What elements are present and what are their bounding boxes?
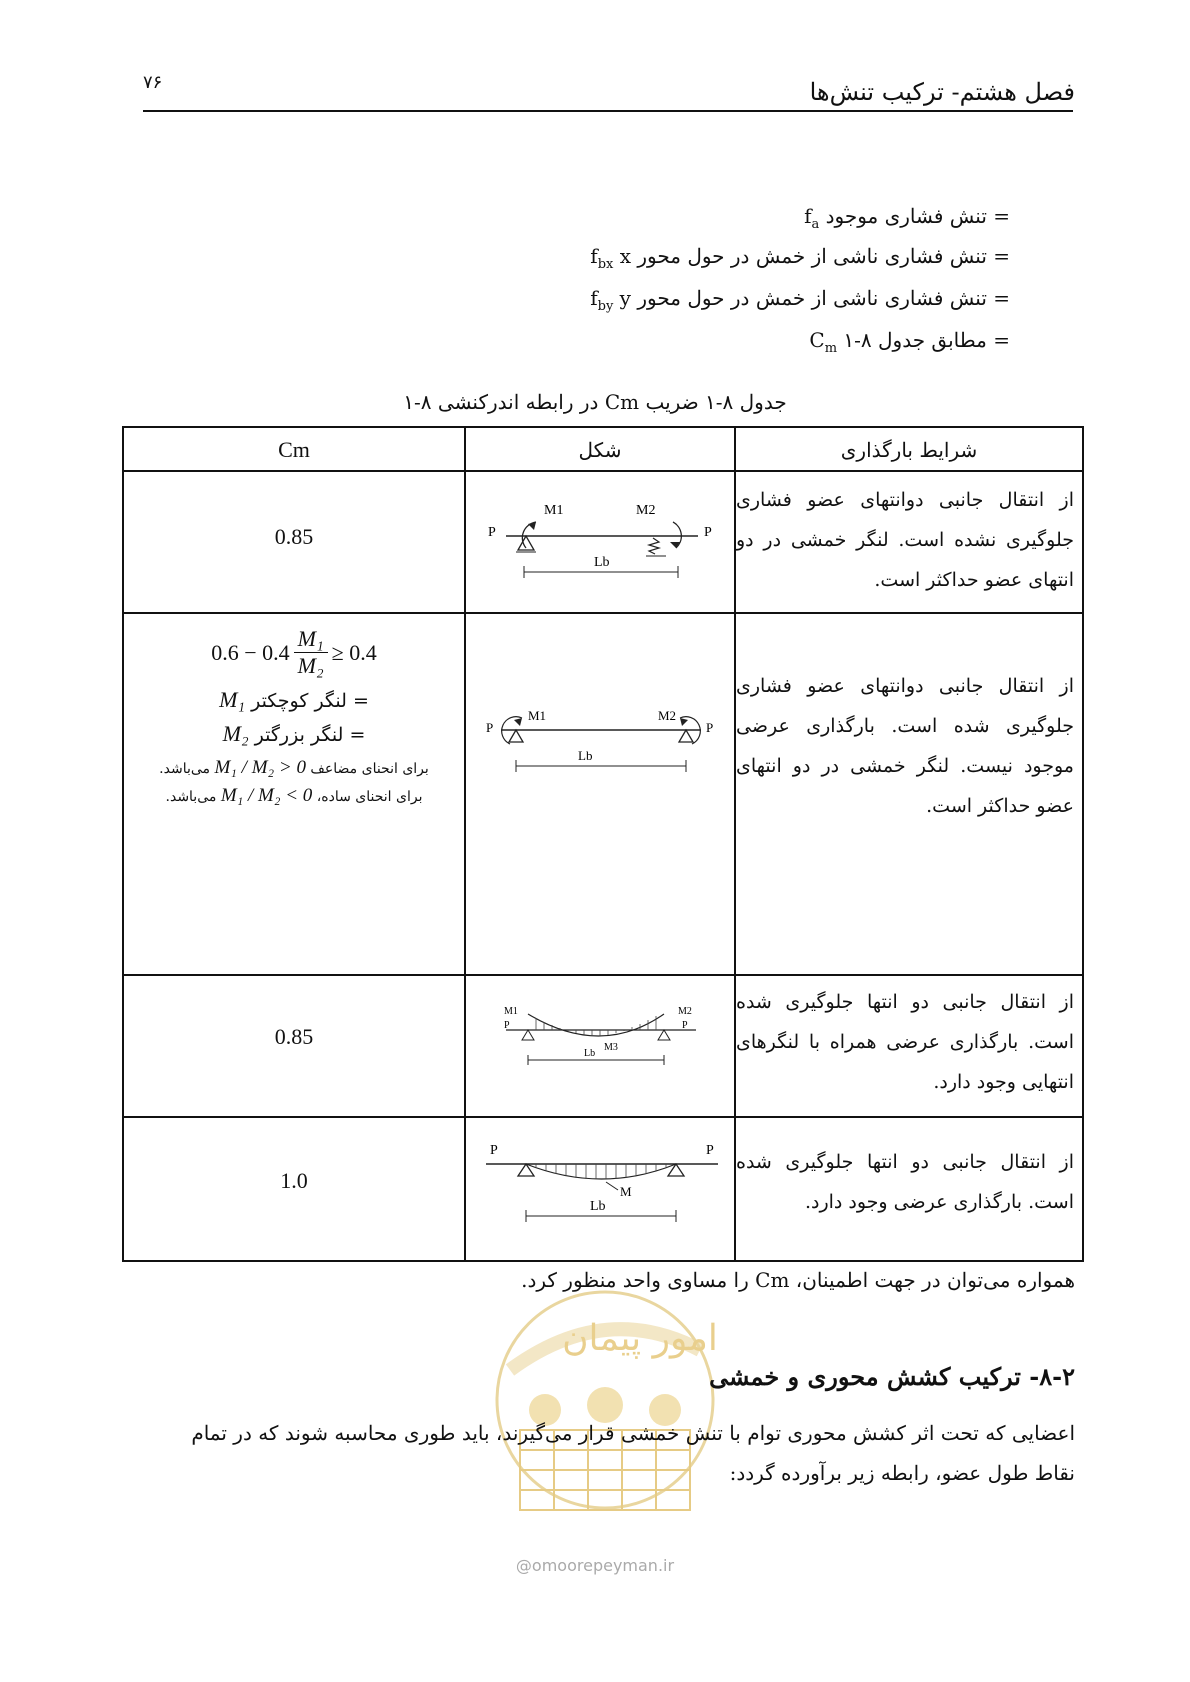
definition-fbx: = تنش فشاری ناشی از خمش در حول محور x $f_{bx}$ [590, 244, 1010, 272]
row-divider [124, 974, 1082, 976]
label-m1: M1 [528, 708, 547, 723]
row-divider [124, 612, 1082, 614]
label-m3: M3 [604, 1042, 618, 1053]
logo-text: امور پیمان [562, 1318, 718, 1359]
cm-equation: 0.6 − 0.4 $\frac{\text{M₁}}{\text{M₂}}$ ≥ 0.4 [211, 626, 377, 678]
watermark-url: @omoorepeyman.ir [515, 1556, 675, 1575]
conditions-row3: از انتقال جانبی دو انتها جلوگیری شده است. بارگذاری عرضی همراه با لنگرهای انتهایی وجود دارد. [736, 991, 1074, 1093]
watermark-logo [490, 1280, 720, 1540]
label-lb: Lb [584, 1048, 596, 1059]
header-cm: Cm [278, 437, 310, 462]
cm-note: همواره می‌توان در جهت اطمینان، Cm را مساوی واحد منظور کرد. [521, 1268, 1075, 1292]
label-p: P [704, 525, 712, 540]
cm-value-row3: 0.85 [274, 1024, 314, 1049]
section-heading: ۸-۲- ترکیب کشش محوری و خمشی [709, 1362, 1075, 1391]
header-shape: شکل [578, 438, 622, 462]
label-p: P [490, 1143, 498, 1158]
page-number: ۷۶ [143, 72, 163, 93]
header-rule [143, 110, 1073, 112]
beam-figure-row2 [466, 698, 736, 808]
label-lb: Lb [594, 555, 610, 570]
label-m1: M1 [504, 1006, 518, 1017]
cm-formula [124, 626, 464, 807]
definition-cm: = مطابق جدول ۸-۱ $C_m$ [809, 328, 1010, 356]
label-m2: M2 [678, 1006, 692, 1017]
single-curvature-note: برای انحنای ساده، M₁ / M₂ < 0 می‌باشد. [165, 785, 423, 806]
conditions-row2: از انتقال جانبی دوانتهای عضو فشاری جلوگیری شده است. بارگذاری عرضی موجود نیست. لنگر خمشی در دو انتهای عضو حداکثر است. [736, 675, 1074, 817]
table-caption: جدول ۸-۱ ضریب Cm در رابطه اندرکنشی ۸-۱ [403, 390, 787, 414]
section-paragraph-line2: نقاط طول عضو، رابطه زیر برآورده گردد: [729, 1461, 1075, 1485]
label-p: P [706, 1143, 714, 1158]
label-m2: M2 [636, 503, 656, 518]
beam-figure-row3 [466, 994, 736, 1104]
section-paragraph-line1: اعضایی که تحت اثر کشش محوری توام با تنش خمشی قرار می‌گیرند، باید طوری محاسبه شوند که در تمام [191, 1421, 1075, 1445]
label-lb: Lb [590, 1199, 606, 1214]
label-m2: M2 [658, 708, 677, 723]
double-curvature-note: برای انحنای مضاعف M₁ / M₂ > 0 می‌باشد. [159, 757, 429, 778]
cm-table [122, 426, 1084, 1262]
label-p: P [682, 1020, 688, 1031]
row-divider [124, 1116, 1082, 1118]
cm-value-row4: 1.0 [280, 1168, 308, 1193]
m2-definition: = لنگر بزرگتر M₂ [222, 721, 366, 746]
definition-fa: = تنش فشاری موجود $f_a$ [804, 204, 1010, 232]
beam-figure-row1 [466, 474, 736, 610]
label-p: P [486, 720, 494, 735]
conditions-row1: از انتقال جانبی دوانتهای عضو فشاری جلوگیری نشده است. لنگر خمشی در دو انتهای عضو حداکثر است. [736, 489, 1074, 591]
label-p: P [488, 525, 496, 540]
chapter-title: فصل هشتم- ترکیب تنش‌ها [809, 78, 1075, 106]
cm-value-row1: 0.85 [274, 524, 314, 549]
label-lb: Lb [578, 748, 593, 763]
label-p: P [504, 1020, 510, 1031]
m1-definition: = لنگر کوچکتر M₁ [219, 687, 369, 712]
conditions-row4: از انتقال جانبی دو انتها جلوگیری شده است. بارگذاری عرضی وجود دارد. [736, 1151, 1074, 1213]
label-p: P [706, 720, 714, 735]
label-m: M [620, 1184, 632, 1199]
label-m1: M1 [544, 503, 564, 518]
definition-fby: = تنش فشاری ناشی از خمش در حول محور y $f_{by}$ [590, 286, 1010, 314]
beam-figure-row4 [466, 1124, 736, 1244]
header-conditions: شرایط بارگذاری [840, 438, 978, 462]
